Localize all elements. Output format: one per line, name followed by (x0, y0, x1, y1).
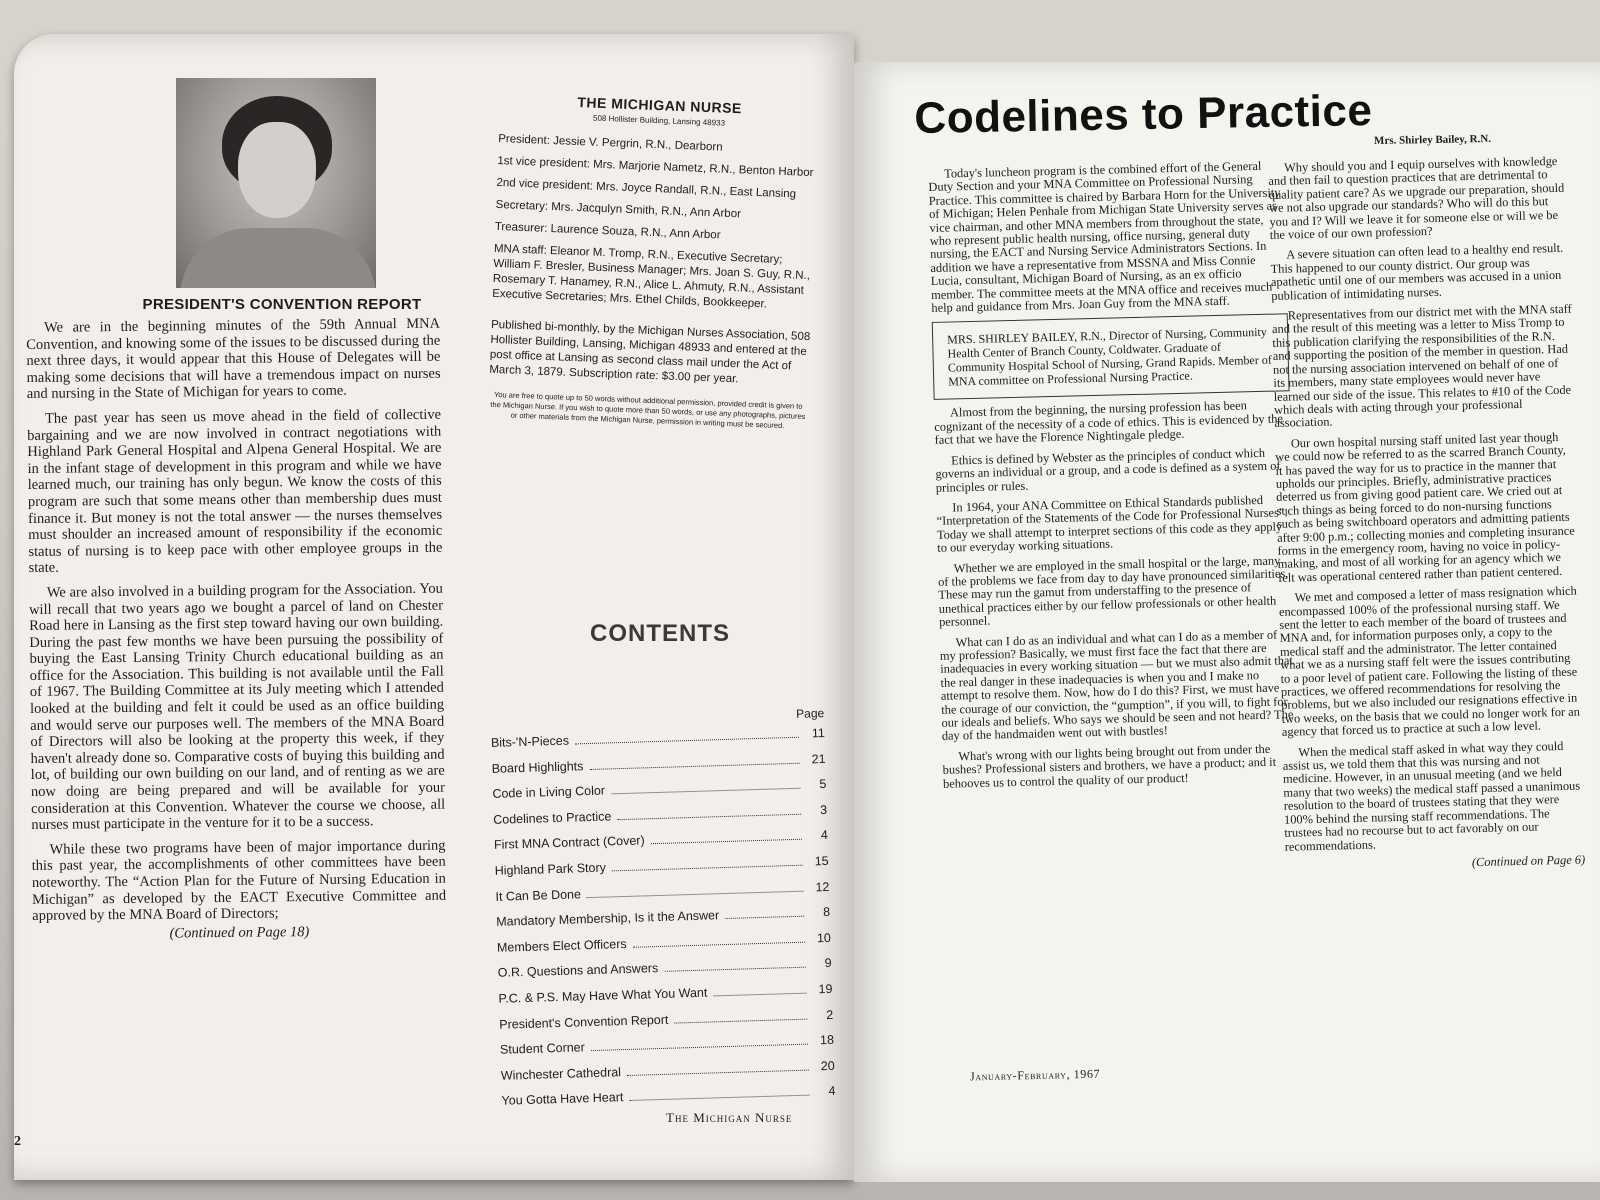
article-paragraph: Almost from the beginning, the nursing profession has been cognizant of the necessity of a code of ethics. This is evidenced by the fact that we have the Florence Nightingale pledge. (934, 398, 1284, 448)
leader-dots (633, 941, 805, 947)
contents-item-title: You Gotta Have Heart (501, 1090, 624, 1109)
staff-line: MNA staff: Eleanor M. Tromp, R.N., Executive Secretary; William F. Bresler, Business Manager; Mrs. Joan S. Guy, R.N., Rosemary T. Hanamey, R.N., Alice L. Ahmuty, R.N., Assistant Executive Secretaries; Mrs. Ethel Childs, Bookkeeper. (492, 242, 811, 311)
contents-item-page: 4 (820, 828, 829, 843)
masthead-title: THE MICHIGAN NURSE (577, 93, 743, 117)
masthead-address: 508 Hollister Building, Lansing 48933 (592, 113, 726, 128)
officer-line: Treasurer: Laurence Souza, R.N., Ann Arbor (494, 220, 721, 242)
article-paragraph: Ethics is defined by Webster as the principles of conduct which governs an individual or a group, and a code is defined as a system of principles or rules. (935, 445, 1281, 495)
contents-item-page: 5 (819, 777, 827, 792)
leader-dots (575, 737, 799, 745)
contents-item-title: It Can Be Done (495, 886, 582, 904)
contents-item-page: 4 (828, 1084, 836, 1099)
officer-line: 2nd vice president: Mrs. Joyce Randall, R.N., East Lansing (496, 176, 797, 201)
contents-item-title: Winchester Cathedral (500, 1064, 622, 1083)
article-paragraph: When the medical staff asked in what way they could assist us, we told them that this was nursing and not medicine. However, in an unusual meeting (and we held many that two weeks) the medical staff passed a unanimous resolution to the board of trustees stating that they were 100% behind the nursing staff recommendations. The trustees had no recourse but to act favorably on our recommendations. (1282, 738, 1581, 854)
contents-item-page: 2 (825, 1007, 834, 1022)
contents-list (490, 706, 836, 1120)
report-paragraph: While these two programs have been of major importance during this past year, the accomplishments of other committees have been noteworthy. The “Action Plan for the Future of Nursing Education in Michigan” as developed by the EACT Executive Committee and approved by the MNA Board of Directors; (31, 837, 447, 925)
leader-dots (611, 788, 800, 795)
contents-item-title: Codelines to Practice (493, 809, 612, 827)
contents-item-title: President's Convention Report (499, 1012, 669, 1032)
quote-notice: You are free to quote up to 50 words without additional permission, provided credit is given to the Michigan Nurse. If you wish to quote more than 50 words, or use any photographs, pictures or other materials from the Michigan Nurse, permission in writing must be secured. (490, 389, 806, 431)
report-continued: (Continued on Page 18) (169, 923, 310, 942)
leader-dots (725, 916, 804, 919)
contents-item-title: P.C. & P.S. May Have What You Want (498, 985, 708, 1006)
contents-item-title: First MNA Contract (Cover) (493, 833, 645, 853)
article-column-2 (1268, 155, 1585, 881)
article-paragraph: Why should you and I equip ourselves with knowledge and then fail to question practices that are detrimental to quality patient care? As we upgrade our preparation, should we not also upgrade our standards? Who will do this but you and I? Will we leave it for someone else or will we be the voice of our own profession? (1268, 153, 1565, 243)
leader-dots (674, 1018, 807, 1023)
officer-line: President: Jessie V. Pergrin, R.N., Dearborn (497, 132, 723, 154)
contents-item-page: 9 (824, 956, 832, 971)
report-paragraph: The past year has seen us move ahead in the field of collective bargaining and we are now involved in contract negotiations with Highland Park General Hospital and Alpena General Hospital. We are in the infant stage of development in this program and while we have learned much, our training has only begun. We know the costs of this program are such that some means other than membership dues must finance it. But money is not the total answer — the nurses themselves must shoulder an increased amount of responsibility if the economic status of nursing is to keep pace with other employee groups in the state. (27, 406, 443, 577)
publication-info: Published bi-monthly, by the Michigan Nurses Association, 508 Hollister Building, Lansing, Michigan 48933 and entered at the post office at Lansing as second class mail under the Act of March 3, 1879. Subscription rate: $3.00 per year. (489, 318, 811, 386)
article-paragraph: What can I do as an individual and what can I do as a member of my profession? Basically, we must first face the fact that there are inadequacies in every working situation — but we must also admit that the real danger in these inadequacies is when you and I make no attempt to resolve them. Now, how do I do this? First, we must have the courage of our conviction, the “gumption”, if you will, to fight for our ideals and beliefs. Who says we should be seen and not heard? The day of the handmaiden went out with bustles! (939, 627, 1294, 744)
leader-dots (627, 1069, 809, 1075)
footer-magazine-name: The Michigan Nurse (666, 1110, 793, 1125)
contents-item-page: 12 (815, 879, 830, 894)
leader-dots (617, 814, 801, 820)
leader-dots (629, 1095, 809, 1101)
leader-dots (664, 967, 805, 972)
left-page (14, 34, 854, 1180)
contents-item-title: Mandatory Membership, Is it the Answer (496, 908, 720, 929)
author-bio-box: MRS. SHIRLEY BAILEY, R.N., Director of Nursing, Community Health Center of Branch County, Coldwater. Graduate of Community Hospital School of Nursing, Grand Rapids. Member of MNA committee on Professional Nursing Practice. (932, 314, 1290, 401)
leader-dots (587, 890, 803, 897)
article-byline: Mrs. Shirley Bailey, R.N. (1373, 132, 1492, 148)
contents-item-page: 10 (816, 930, 832, 946)
article-paragraph: In 1964, your ANA Committee on Ethical Standards published “Interpretation of the Statements of the Code for Professional Nurses”. Today we shall attempt to interpret sections of this code as they apply to our everyday working situations. (936, 492, 1288, 556)
contents-page-label: Page (795, 706, 825, 721)
leader-dots (589, 762, 799, 769)
leader-dots (713, 993, 806, 997)
report-paragraph: We are in the beginning minutes of the 59th Annual MNA Convention, and knowing some of the issues to be discussed during the next three days, it would appear that this House of Delegates will be making some decisions that will have a tremendous impact on nurses and nursing in the State of Michigan for years to come. (26, 315, 441, 403)
contents-item-page: 11 (811, 725, 826, 741)
article-column-1 (928, 159, 1299, 798)
contents-item-title: Members Elect Officers (496, 936, 627, 955)
leader-dots (651, 839, 802, 844)
report-paragraph: We are also involved in a building program for the Association. You will recall that two years ago we bought a parcel of land on Chester Road here in Lansing as the first step toward having our own building. During the past few months we have been pursuing the possibility of buying the East Lansing Trinity Church educational building as an office for the Association. This building is not available until the Fall of 1967. The Building Committee at its July meeting which I attended looked at the building and felt it could be used as an office building and would serve our purposes well. The members of the MNA Board of Directors will also be looking at the property this week, if they haven't already done so. Comparative costs of buying this building and lot, of building our own building on our land, and of renting as we are now doing are being prepared and will be available for your consideration at this Convention. Whatever the course we choose, all nurses must participate in the venture for it to be a success. (28, 580, 446, 834)
contents-item-page: 3 (819, 802, 828, 817)
contents-item-page: 18 (819, 1032, 835, 1048)
article-paragraph: Our own hospital nursing staff united last year though we could now be referred to as the scarred Branch County, it has paved the way for us to practice in the manner that upholds our principles. Briefly, administrative practices deterred us from giving good patient care. We cried out at such things as being forced to do non-nursing functions such as being switchboard operators and admitting patients after 9:00 p.m.; collecting monies and completing insurance forms in the emergency room, having no voice in policy-making, and most of all working for an agency which we felt was operational centered rather than patient centered. (1275, 429, 1575, 585)
contents-heading: CONTENTS (590, 620, 730, 647)
contents-item-page: 20 (820, 1058, 835, 1073)
contents-item-page: 21 (811, 751, 826, 766)
right-page (854, 62, 1600, 1182)
contents-item-title: Code in Living Color (492, 783, 606, 802)
contents-item-title: Highland Park Story (494, 860, 607, 878)
page-number: 2 (14, 1134, 21, 1149)
article-paragraph: Whether we are employed in the small hospital or the large, many of the problems we face from day to day have pronounced similarities. These may run the gamut from understaffing to the presence of unethical practices either by our fellow professionals or other health personnel. (937, 553, 1289, 630)
article-paragraph: We met and composed a letter of mass resignation which encompassed 100% of the professional nursing staff. We sent the letter to each member of the board of trustees and MNA and, for information purposes only, a copy to the medical staff and the administrator. The letter contained what we as a nursing staff felt were the issues contributing to a poor level of patient care. Following the listing of these practices, we offered recommendations for resolving the problems, but we also included our resignations effective in two weeks, on the basis that we could no longer work for an agency that forced us to practice at such a low level. (1278, 583, 1581, 740)
contents-item-title: Student Corner (499, 1040, 586, 1057)
contents-item-page: 15 (814, 853, 829, 869)
article-paragraph: What's wrong with our lights being brought out from under the bushes? Professional sisters and brothers, we have a product; and it behooves us to control the quality of our product! (942, 741, 1277, 791)
masthead (487, 92, 820, 440)
contents-item-title: Board Highlights (491, 758, 584, 776)
article-paragraph: Today's luncheon program is the combined effort of the General Duty Section and your MNA Committee on Professional Nursing Practice. This committee is chaired by Barbara Horn for the University of Michigan; Helen Penhale from Michigan State University serves as vice chairman, and other MNA members from throughout the state, who represent public health nursing, office nursing, general duty nursing, the EACT and Nursing Service Administrators Sections. In addition we have a representative from MSSNA and Miss Connie Lucia, consultant, Michigan Board of Nursing, as an ex officio member. The committee meets at the MNA office and receives much help and guidance from Mrs. Joan Guy from the MNA staff. (928, 158, 1281, 316)
report-heading: PRESIDENT'S CONVENTION REPORT (142, 296, 422, 313)
article-title: Codelines to Practice (914, 86, 1373, 143)
article-paragraph: A severe situation can often lead to a healthy end result. This happened to our county district. Our group was apathetic until one of our members was accused in a union publication of intimidating nurses. (1270, 241, 1564, 303)
issue-date-footer: January-February, 1967 (969, 1066, 1101, 1084)
article-paragraph: Representatives from our district met with the MNA staff and the result of this meeting was a letter to Miss Tromp to this publication clarifying the responsibilities of the R.N. and supporting the position of the member in question. Had not the nursing association intervened on behalf of one of its members, many state employees would never have learned our side of the issue. This relates to #10 of the Code which deals with acting through your professional association. (1271, 301, 1572, 431)
officer-line: Secretary: Mrs. Jacqulyn Smith, R.N., Ann Arbor (495, 198, 742, 221)
leader-dots (612, 865, 803, 872)
contents-item-page: 8 (822, 905, 831, 920)
officer-line: 1st vice president: Mrs. Marjorie Nametz, R.N., Benton Harbor (497, 154, 814, 180)
report-body (26, 316, 447, 952)
contents-item-title: Bits-'N-Pieces (490, 733, 570, 750)
contents-item-page: 19 (818, 981, 833, 997)
contents-item-title: O.R. Questions and Answers (497, 961, 659, 981)
article-continued: (Continued on Page 6) (1471, 852, 1586, 870)
portrait-photo (176, 78, 376, 288)
leader-dots (591, 1044, 808, 1051)
